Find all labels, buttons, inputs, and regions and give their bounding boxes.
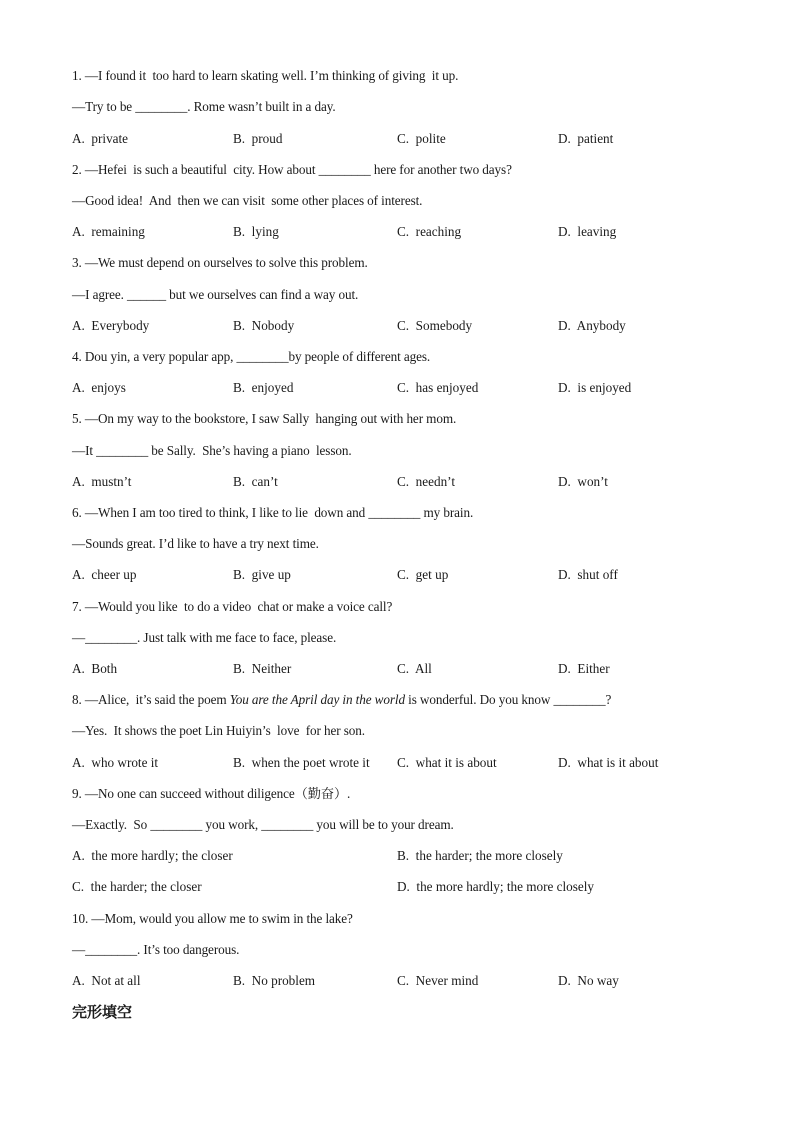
- question-8-option-d: D. what is it about: [558, 755, 659, 770]
- question-3-option-a: A. Everybody: [72, 318, 150, 333]
- question-5-option-c: C. needn’t: [397, 474, 455, 489]
- poem-title: You are the April day in the world: [229, 692, 405, 707]
- question-4-option-c: C. has enjoyed: [397, 380, 479, 395]
- question-8-text-before-title: 8. —Alice, it’s said the poem: [72, 692, 230, 707]
- question-6-line-1: 6. —When I am too tired to think, I like to lie down and ________ my brain.: [72, 505, 474, 520]
- question-10-line-2: —________. It’s too dangerous.: [72, 942, 240, 957]
- question-5-option-d: D. won’t: [558, 474, 608, 489]
- question-4-option-d: D. is enjoyed: [558, 380, 632, 395]
- question-10-option-a: A. Not at all: [72, 973, 141, 988]
- question-3-line-2: —I agree. ______ but we ourselves can find a way out.: [72, 287, 359, 302]
- question-5-line-1: 5. —On my way to the bookstore, I saw Sally hanging out with her mom.: [72, 411, 457, 426]
- question-6-option-b: B. give up: [233, 567, 291, 582]
- question-8-text-after-title: is wonderful. Do you know ________?: [404, 692, 612, 707]
- question-6-option-c: C. get up: [397, 567, 449, 582]
- question-9-line-1: 9. —No one can succeed without diligence（勤奋）.: [72, 786, 351, 801]
- question-3-option-d: D. Anybody: [558, 318, 626, 333]
- question-4-option-b: B. enjoyed: [233, 380, 294, 395]
- section-title: 完形填空: [72, 1003, 133, 1021]
- question-8-option-c: C. what it is about: [397, 755, 497, 770]
- question-10-option-c: C. Never mind: [397, 973, 479, 988]
- question-9-option-a: A. the more hardly; the closer: [72, 848, 233, 863]
- question-5-line-2: —It ________ be Sally. She’s having a piano lesson.: [72, 443, 352, 458]
- question-1-line-1: 1. —I found it too hard to learn skating well. I’m thinking of giving it up.: [72, 68, 459, 83]
- question-2-option-b: B. lying: [233, 224, 279, 239]
- question-7-option-a: A. Both: [72, 661, 118, 676]
- question-1-option-a: A. private: [72, 131, 129, 146]
- question-6-option-a: A. cheer up: [72, 567, 137, 582]
- question-9-option-b: B. the harder; the more closely: [397, 848, 563, 863]
- question-10-option-b: B. No problem: [233, 973, 316, 988]
- question-3-option-c: C. Somebody: [397, 318, 473, 333]
- question-8-option-b: B. when the poet wrote it: [233, 755, 370, 770]
- question-9-option-c: C. the harder; the closer: [72, 879, 202, 894]
- question-1-line-2: —Try to be ________. Rome wasn’t built in a day.: [72, 99, 336, 114]
- question-7-option-b: B. Neither: [233, 661, 292, 676]
- question-8-line-1: [72, 691, 611, 709]
- question-5-option-a: A. mustn’t: [72, 474, 132, 489]
- question-9-line-2: —Exactly. So ________ you work, ________ you will be to your dream.: [72, 817, 454, 832]
- question-10-line-1: 10. —Mom, would you allow me to swim in the lake?: [72, 911, 353, 926]
- question-2-line-2: —Good idea! And then we can visit some other places of interest.: [72, 193, 423, 208]
- question-10-option-d: D. No way: [558, 973, 619, 988]
- question-4-option-a: A. enjoys: [72, 380, 126, 395]
- question-8-option-a: A. who wrote it: [72, 755, 159, 770]
- question-2-option-c: C. reaching: [397, 224, 462, 239]
- question-5-option-b: B. can’t: [233, 474, 278, 489]
- question-2-option-d: D. leaving: [558, 224, 617, 239]
- question-1-option-c: C. polite: [397, 131, 446, 146]
- question-2-line-1: 2. —Hefei is such a beautiful city. How about ________ here for another two days?: [72, 162, 512, 177]
- question-1-option-d: D. patient: [558, 131, 614, 146]
- question-3-option-b: B. Nobody: [233, 318, 295, 333]
- question-9-option-d: D. the more hardly; the more closely: [397, 879, 595, 894]
- question-2-option-a: A. remaining: [72, 224, 145, 239]
- question-4-line-1: 4. Dou yin, a very popular app, ________by people of different ages.: [72, 349, 431, 364]
- question-7-line-1: 7. —Would you like to do a video chat or make a voice call?: [72, 599, 393, 614]
- question-1-option-b: B. proud: [233, 131, 283, 146]
- question-6-line-2: —Sounds great. I’d like to have a try next time.: [72, 536, 319, 551]
- question-8-line-2: —Yes. It shows the poet Lin Huiyin’s love for her son.: [72, 723, 365, 738]
- question-7-option-c: C. All: [397, 661, 432, 676]
- question-7-option-d: D. Either: [558, 661, 610, 676]
- question-3-line-1: 3. —We must depend on ourselves to solve this problem.: [72, 255, 368, 270]
- question-7-line-2: —________. Just talk with me face to face, please.: [72, 630, 337, 645]
- question-6-option-d: D. shut off: [558, 567, 618, 582]
